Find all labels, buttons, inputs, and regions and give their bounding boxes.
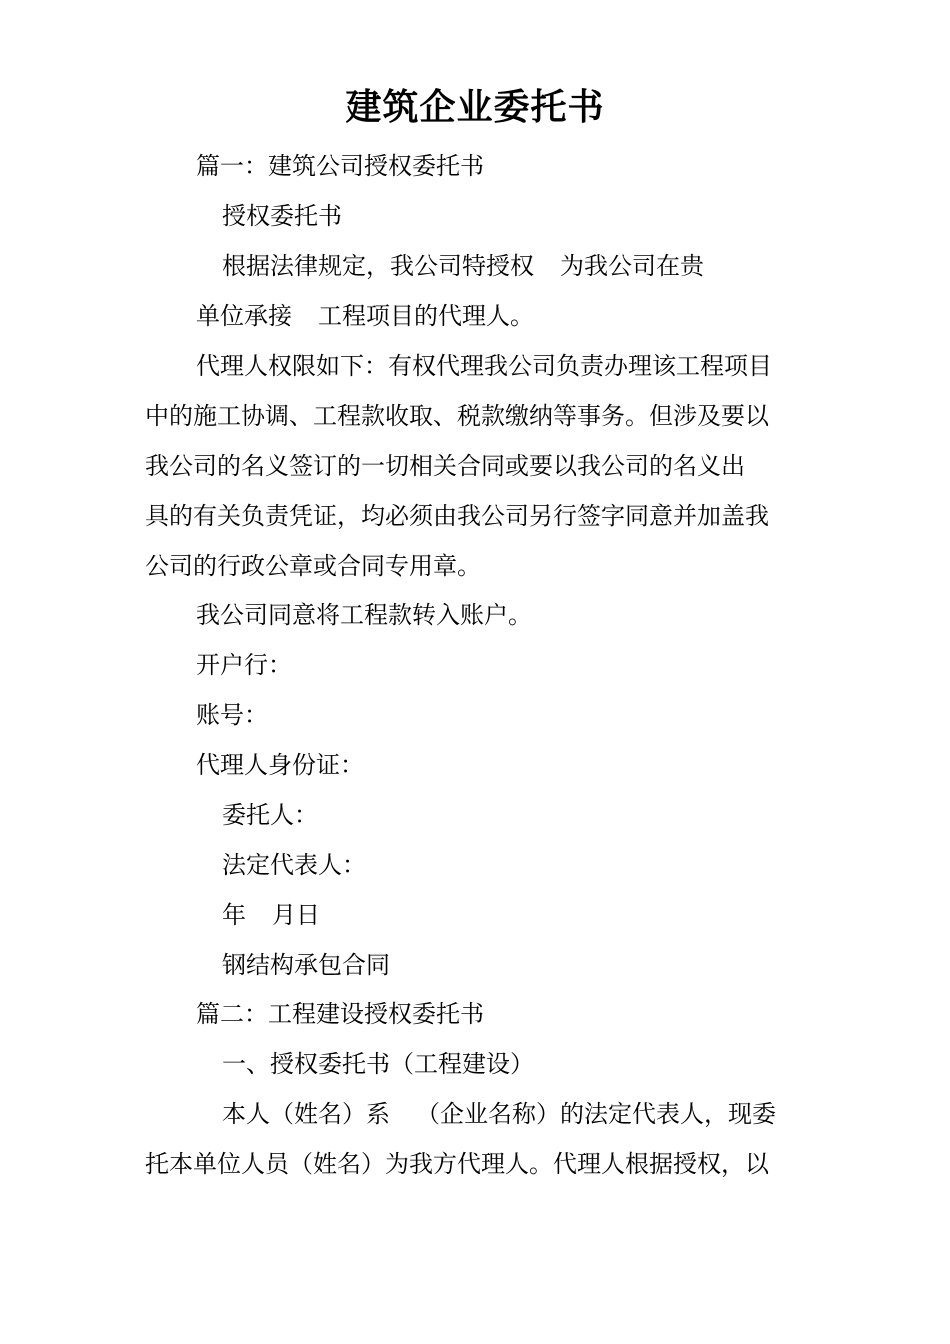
subheading-engineering: 一、授权委托书（工程建设） — [222, 1050, 534, 1078]
legal-rep-field-label: 法定代表人： — [222, 851, 366, 879]
paragraph-line — [196, 298, 534, 334]
principal-field-label: 委托人： — [222, 801, 318, 829]
paragraph-line: 托本单位人员（姓名）为我方代理人。代理人根据授权，以 — [145, 1150, 769, 1178]
paragraph-line: 我公司同意将工程款转入账户。 — [196, 601, 532, 629]
paragraph-line: 中的施工协调、工程款收取、税款缴纳等事务。但涉及要以 — [145, 402, 769, 430]
subheading-authorization: 授权委托书 — [222, 202, 342, 230]
text-segment: 工程项目的代理人。 — [318, 302, 534, 330]
paragraph-line: 钢结构承包合同 — [222, 951, 390, 979]
section-heading-2: 篇二：工程建设授权委托书 — [196, 1000, 484, 1028]
text-segment: （企业名称）的法定代表人，现委 — [416, 1100, 776, 1128]
account-field-label: 账号： — [196, 701, 268, 729]
document-title: 建筑企业委托书 — [345, 86, 605, 128]
section-heading-1: 篇一：建筑公司授权委托书 — [196, 152, 484, 180]
text-segment: 为我公司在贵 — [560, 252, 704, 280]
paragraph-line: 我公司的名义签订的一切相关合同或要以我公司的名义出 — [145, 452, 745, 480]
bank-field-label: 开户行： — [196, 651, 292, 679]
text-segment: 本人（姓名）系 — [222, 1100, 390, 1128]
paragraph-line — [222, 248, 704, 284]
date-line — [222, 897, 320, 933]
paragraph-line — [222, 1096, 776, 1132]
paragraph-line: 具的有关负责凭证，均必须由我公司另行签字同意并加盖我 — [145, 502, 769, 530]
text-segment: 月日 — [272, 901, 320, 929]
text-segment: 年 — [222, 901, 246, 929]
paragraph-line: 公司的行政公章或合同专用章。 — [145, 552, 481, 580]
text-segment: 根据法律规定，我公司特授权 — [222, 252, 534, 280]
paragraph-line: 代理人权限如下：有权代理我公司负责办理该工程项目 — [196, 352, 772, 380]
agent-id-field-label: 代理人身份证： — [196, 751, 364, 779]
text-segment: 单位承接 — [196, 302, 292, 330]
